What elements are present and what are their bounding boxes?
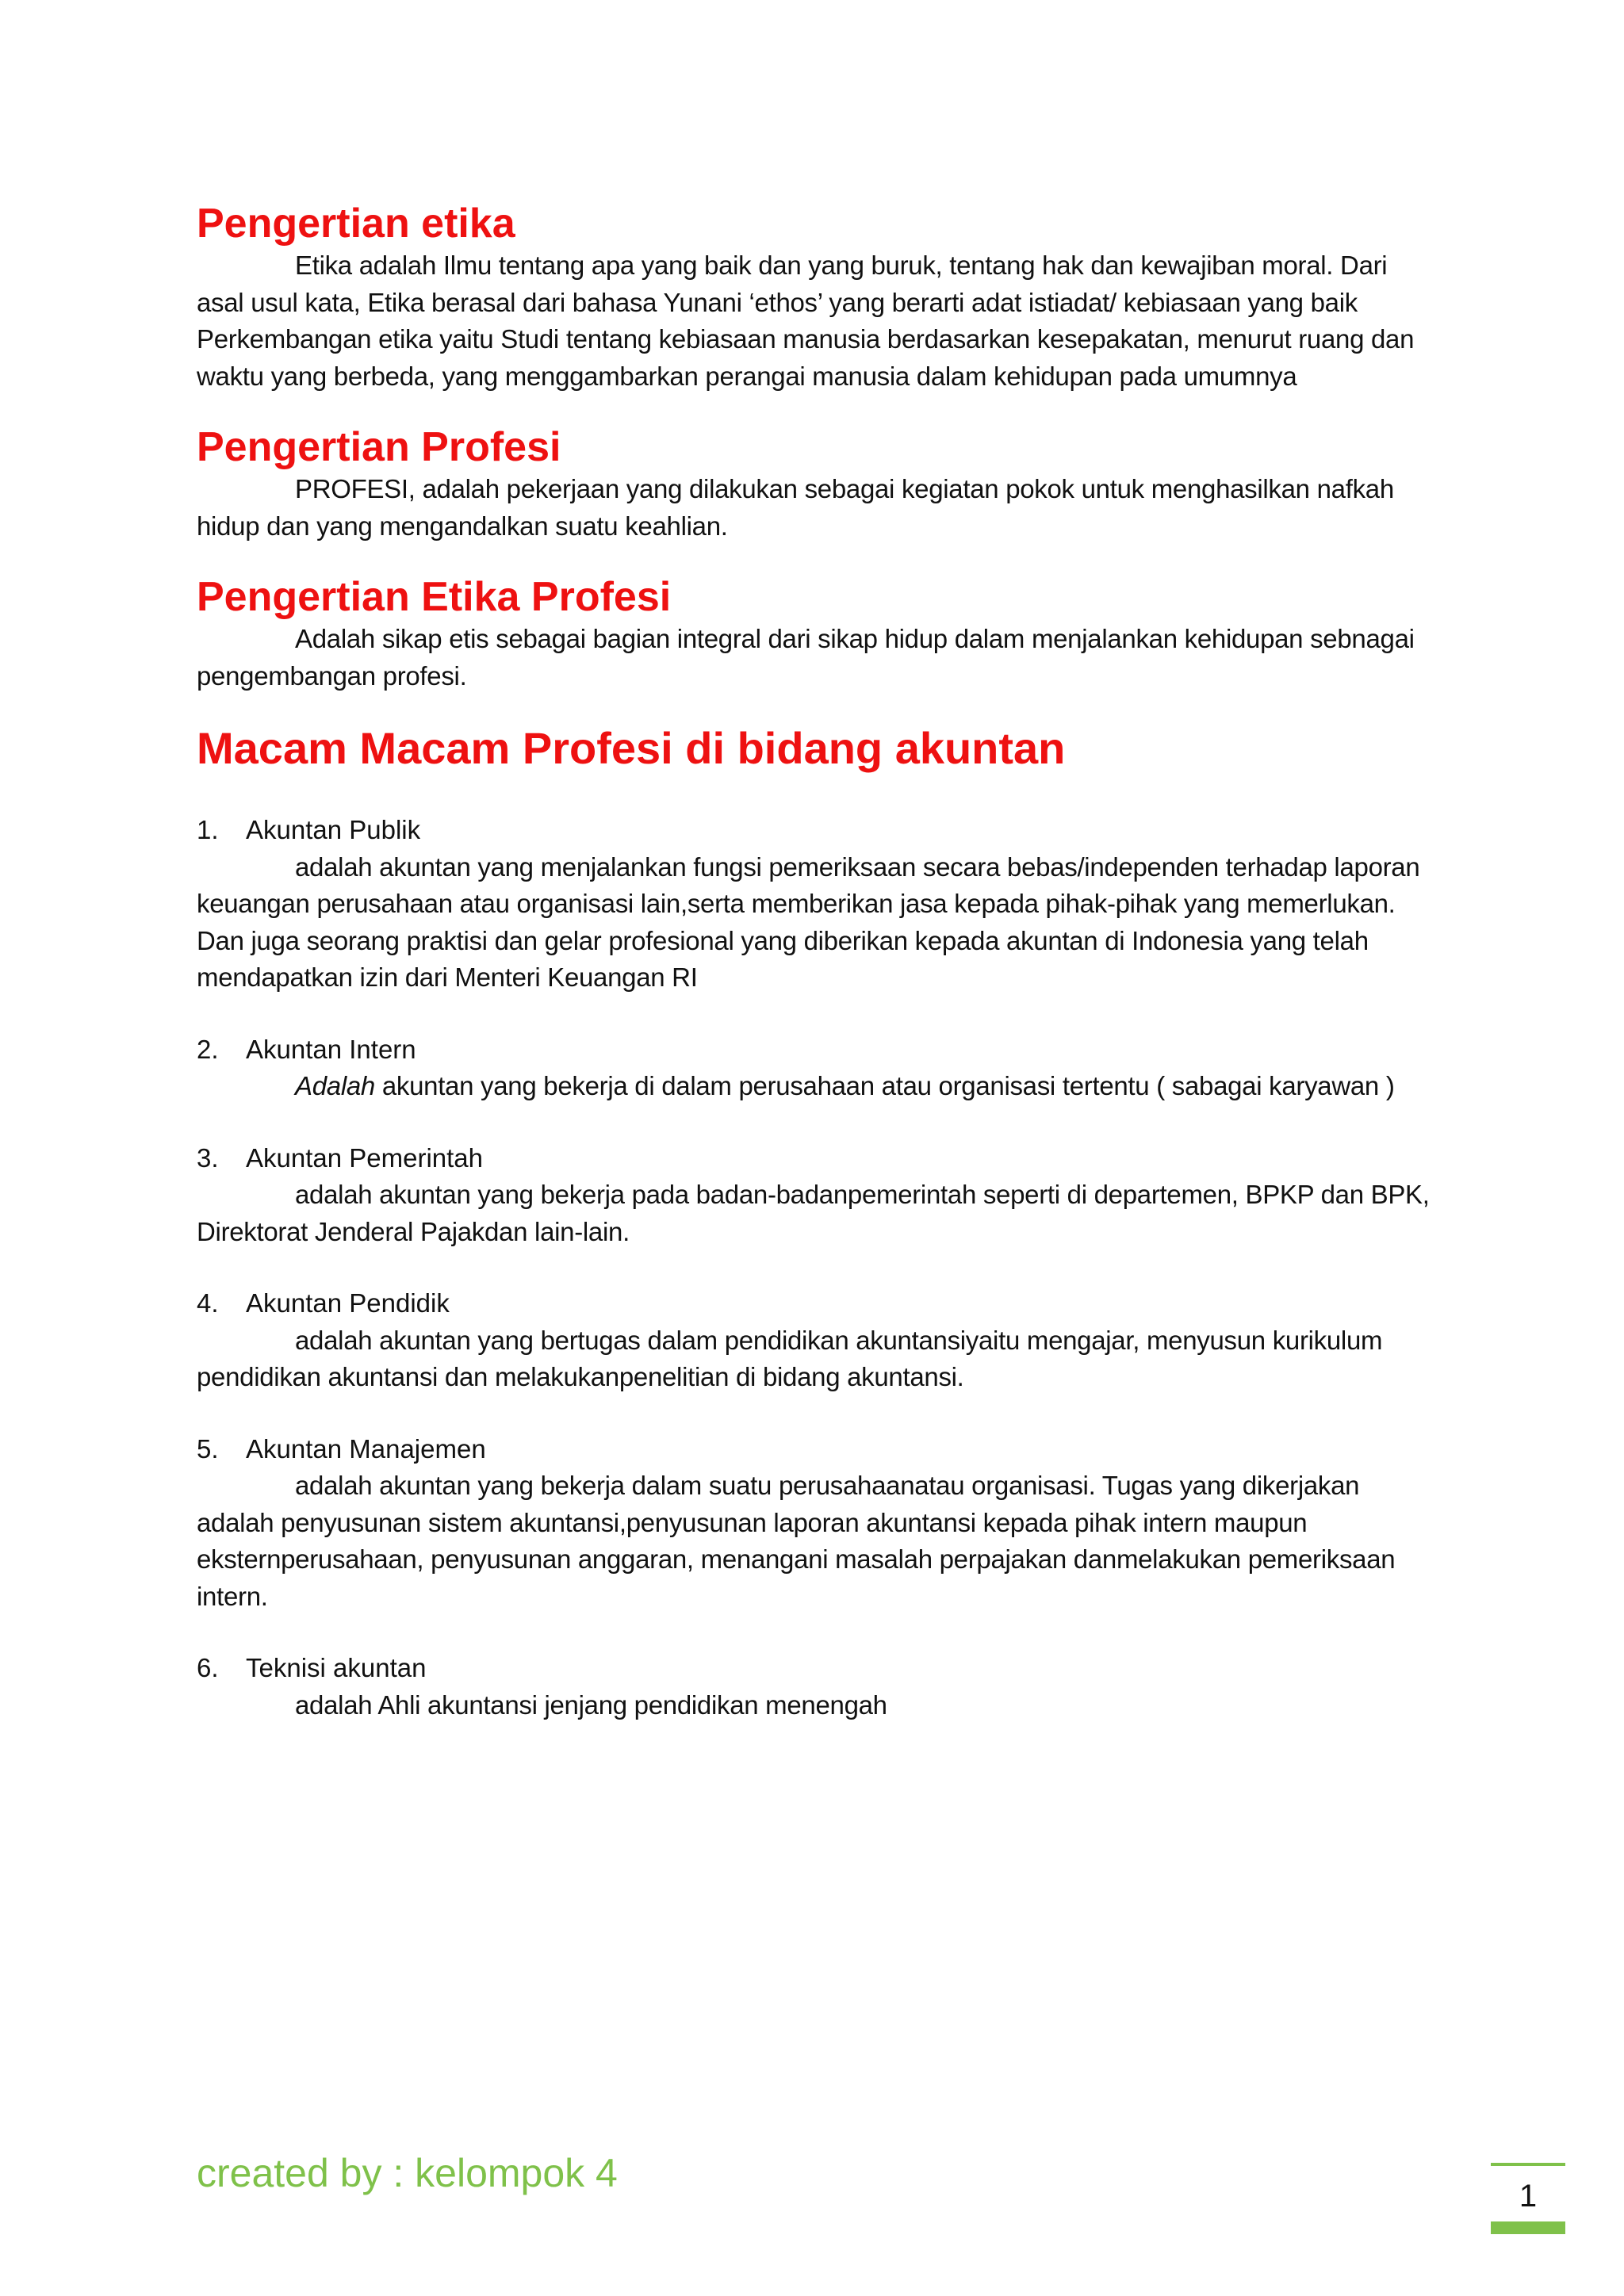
list-item-label: Akuntan Manajemen	[246, 1433, 486, 1464]
list-item-body-text: adalah akuntan yang bertugas dalam pendidikan akuntansiyaitu mengajar, menyusun kurikulum pendidikan akuntansi dan melakukanpenelitian di bidang akuntansi.	[197, 1325, 1383, 1391]
section-pengertian-etika-profesi	[197, 573, 1434, 695]
list-item-body-text: akuntan yang bekerja di dalam perusahaan atau organisasi tertentu ( sabagai karyawan )	[374, 1071, 1395, 1100]
list-item	[197, 1031, 1434, 1105]
section-heading: Pengertian Etika Profesi	[197, 574, 672, 620]
list-item-number: 2.	[197, 1034, 219, 1064]
list-item-header	[197, 1650, 1434, 1687]
section-paragraph: PROFESI, adalah pekerjaan yang dilakukan sebagai kegiatan pokok untuk menghasilkan nafkah hidup dan yang mengandalkan suatu keahlian.	[197, 474, 1394, 541]
section-pengertian-profesi	[197, 423, 1434, 545]
page-number-badge	[1491, 2163, 1565, 2234]
section-heading: Pengertian Profesi	[197, 424, 561, 470]
list-item-header	[197, 1285, 1434, 1322]
list-item-header	[197, 812, 1434, 849]
profession-list	[197, 812, 1434, 1724]
list-item-label: Akuntan Pemerintah	[246, 1142, 484, 1173]
list-item-description	[197, 1687, 1434, 1724]
list-item-header	[197, 1431, 1434, 1468]
list-item-label: Akuntan Pendidik	[246, 1288, 450, 1318]
list-item-number: 6.	[197, 1653, 219, 1682]
list-item-description	[197, 849, 1434, 997]
list-item-body-text: adalah akuntan yang menjalankan fungsi pemeriksaan secara bebas/independen terhadap laporan keuangan perusahaan atau organisasi lain,serta memberikan jasa kepada pihak-pihak yang memerlukan. Dan juga seorang praktisi dan gelar profesional yang diberikan kepada akuntan di Indonesia yang telah mendapatkan izin dari Menteri Keuangan RI	[197, 851, 1420, 992]
list-item-description	[197, 1322, 1434, 1396]
section-heading: Pengertian etika	[197, 201, 515, 247]
list-item-body-text: adalah Ahli akuntansi jenjang pendidikan menengah	[295, 1689, 887, 1720]
list-item-number: 4.	[197, 1288, 219, 1318]
list-item	[197, 812, 1434, 997]
page-number-bottom-bar	[1491, 2221, 1565, 2234]
list-item-description	[197, 1177, 1434, 1250]
list-item-lead-italic: Adalah	[295, 1071, 375, 1100]
section-pengertian-etika	[197, 200, 1434, 395]
document-body	[197, 200, 1434, 1758]
list-item-label: Teknisi akuntan	[246, 1653, 427, 1682]
page-number-top-rule	[1491, 2163, 1565, 2166]
list-item-header	[197, 1031, 1434, 1069]
list-item	[197, 1285, 1434, 1396]
list-item-header	[197, 1140, 1434, 1177]
list-item-description	[197, 1068, 1434, 1105]
list-item-body-text: adalah akuntan yang bekerja pada badan-badanpemerintah seperti di departemen, BPKP dan BPK, Direktorat Jenderal Pajakdan lain-lain.	[197, 1180, 1430, 1246]
page-number: 1	[1519, 2179, 1538, 2214]
list-item-body-text: adalah akuntan yang bekerja dalam suatu perusahaanatau organisasi. Tugas yang dikerjakan adalah penyusunan sistem akuntansi,penyusunan laporan akuntansi kepada pihak intern maupun eksternperusahaan, penyusunan anggaran, menangani masalah perpajakan danmelakukan pemeriksaan intern.	[197, 1471, 1396, 1611]
list-item	[197, 1140, 1434, 1251]
footer-credit: created by : kelompok 4	[197, 2151, 618, 2195]
list-item-label: Akuntan Intern	[246, 1034, 416, 1064]
section-paragraph: Adalah sikap etis sebagai bagian integral dari sikap hidup dalam menjalankan kehidupan sebnagai pengembangan profesi.	[197, 624, 1415, 691]
section-paragraph: Etika adalah Ilmu tentang apa yang baik dan yang buruk, tentang hak dan kewajiban moral. Dari asal usul kata, Etika berasal dari bahasa Yunani ‘ethos’ yang berarti adat istiadat/ kebiasaan yang baik Perkembangan etika yaitu Studi tentang kebiasaan manusia berdasarkan kesepakatan, menurut ruang dan waktu yang berbeda, yang menggambarkan perangai manusia dalam kehidupan pada umumnya	[197, 251, 1415, 391]
list-item-number: 3.	[197, 1142, 219, 1173]
section-heading: Macam Macam Profesi di bidang akuntan	[197, 723, 1066, 773]
list-item-number: 5.	[197, 1433, 219, 1464]
list-item	[197, 1650, 1434, 1724]
list-item-number: 1.	[197, 815, 219, 844]
list-item	[197, 1431, 1434, 1616]
section-macam-profesi	[197, 723, 1434, 774]
list-item-description	[197, 1468, 1434, 1615]
list-item-label: Akuntan Publik	[246, 815, 421, 844]
